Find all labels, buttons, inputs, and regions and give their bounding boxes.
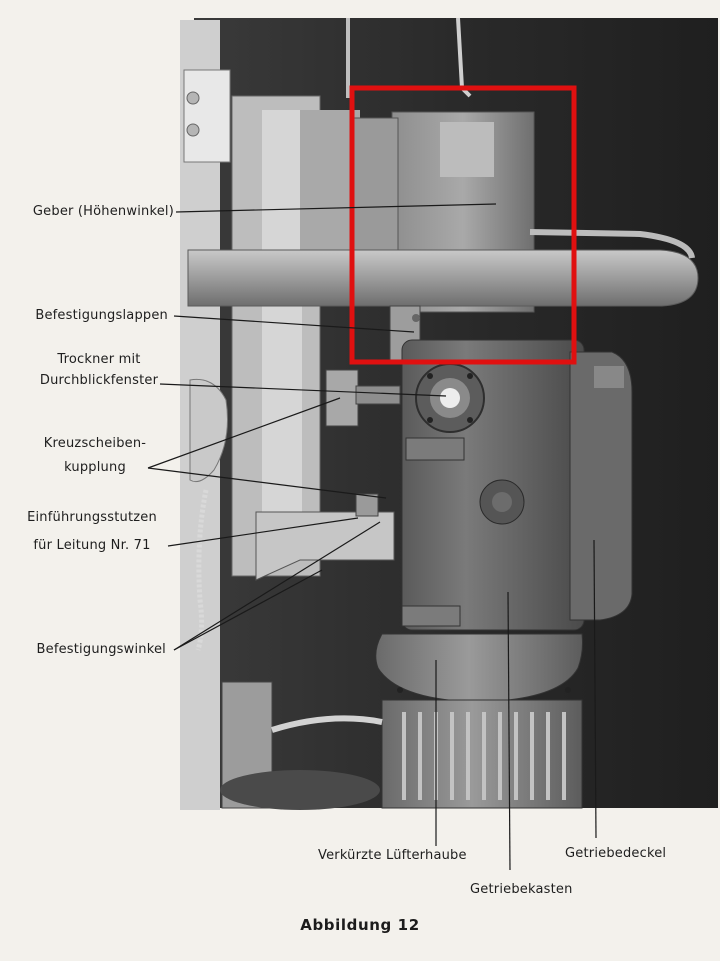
label-einf-2: für Leitung Nr. 71 bbox=[33, 538, 151, 553]
label-befestigungswinkel: Befestigungswinkel bbox=[36, 642, 166, 657]
label-befestigungslappen: Befestigungslappen bbox=[35, 308, 168, 323]
label-einf-1: Einführungsstutzen bbox=[27, 510, 157, 525]
label-luefterhaube: Verkürzte Lüfterhaube bbox=[318, 848, 467, 863]
label-getriebekasten: Getriebekasten bbox=[470, 882, 573, 897]
label-getriebedeckel: Getriebedeckel bbox=[565, 846, 667, 861]
label-geber: Geber (Höhenwinkel) bbox=[32, 204, 174, 219]
figure-caption: Abbildung 12 bbox=[300, 916, 420, 934]
label-kreuz-1: Kreuzscheiben- bbox=[43, 436, 147, 451]
label-kreuz-2: kupplung bbox=[64, 460, 126, 475]
label-trockner-1: Trockner mit bbox=[57, 352, 141, 367]
label-trockner-2: Durchblickfenster bbox=[39, 373, 159, 388]
